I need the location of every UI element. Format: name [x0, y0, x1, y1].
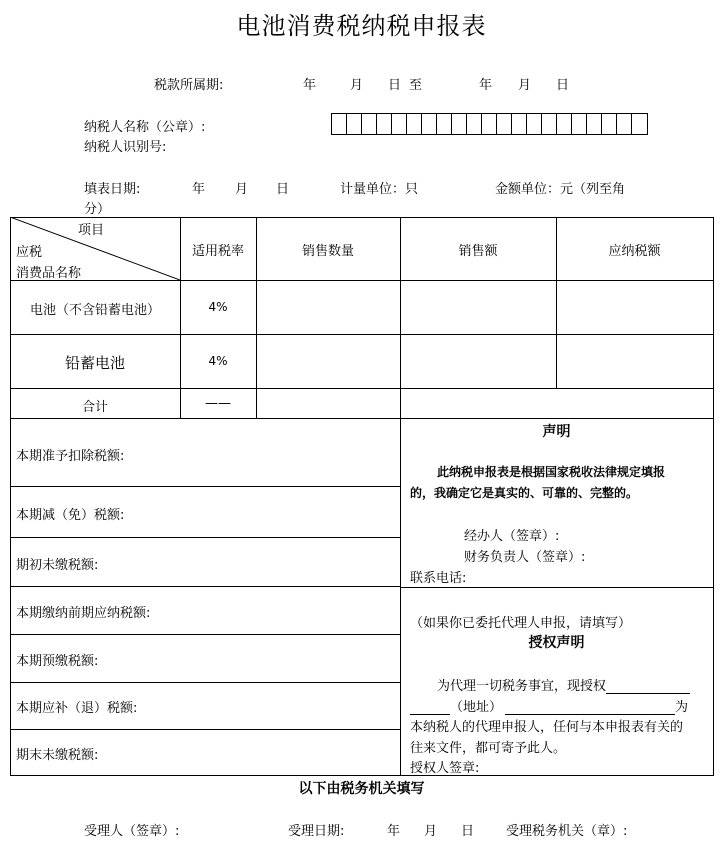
declaration-title: 声明	[542, 424, 571, 440]
authorization-line-4: 往来文件，都可寄予此人。	[410, 741, 567, 756]
table-h-line	[10, 280, 714, 281]
table-h-line-left	[10, 586, 401, 587]
col-header-quantity: 销售数量	[301, 244, 354, 259]
authorization-line-1-text: 为代理一切税务事宜，现授权	[437, 679, 607, 694]
authorization-address-blank[interactable]	[505, 700, 675, 715]
taxpayer-id-digit-box[interactable]	[332, 114, 347, 134]
amount-unit-cont: 分）	[84, 202, 111, 217]
table-h-line-left	[10, 682, 401, 683]
period-to-word: 至	[409, 78, 423, 93]
row-name-battery: 电池（不含铅蓄电池）	[29, 303, 160, 318]
declaration-text-1: 此纳税申报表是根据国家税收法律规定填报	[437, 465, 666, 479]
header-diag-top: 项目	[78, 223, 105, 238]
period-to-day: 日	[556, 78, 570, 93]
footer-date-month: 月	[424, 824, 438, 839]
taxpayer-id-digit-box[interactable]	[437, 114, 452, 134]
taxpayer-id-digit-box[interactable]	[572, 114, 587, 134]
authorization-for-word: 为	[675, 700, 689, 715]
measure-unit: 计量单位：只	[340, 182, 419, 197]
taxpayer-name-label: 纳税人名称（公章）:	[84, 120, 206, 135]
taxpayer-id-digit-box[interactable]	[422, 114, 437, 134]
col-header-rate: 适用税率	[191, 244, 244, 259]
fill-date-year: 年	[192, 182, 206, 197]
taxpayer-id-digit-box[interactable]	[347, 114, 362, 134]
period-to-year: 年	[479, 78, 493, 93]
item-prior-paid: 本期缴纳前期应纳税额:	[16, 606, 151, 621]
table-h-line-left	[10, 486, 401, 487]
table-v-line-right	[713, 217, 714, 776]
table-h-line-left	[10, 729, 401, 730]
taxpayer-id-digit-box[interactable]	[467, 114, 482, 134]
period-from-year: 年	[303, 78, 317, 93]
taxpayer-id-digit-box[interactable]	[482, 114, 497, 134]
footer-office: 受理税务机关（章）:	[506, 824, 628, 839]
fill-date-label: 填表日期:	[84, 182, 141, 197]
taxpayer-id-boxes[interactable]	[331, 113, 648, 135]
authorization-address-label: （地址）	[450, 700, 503, 715]
footer-title: 以下由税务机关填写	[298, 781, 425, 797]
authorization-line-3: 本纳税人的代理申报人，任何与本申报表有关的	[410, 720, 684, 735]
authorization-note: （如果你已委托代理人申报，请填写）	[410, 616, 632, 631]
table-v-line	[400, 217, 401, 776]
item-prepaid: 本期预缴税额:	[16, 654, 99, 669]
table-h-line	[10, 334, 714, 335]
declaration-phone: 联系电话:	[410, 571, 467, 586]
fill-date-month: 月	[235, 182, 249, 197]
item-supplement-refund: 本期应补（退）税额:	[16, 701, 138, 716]
row-rate-total: ——	[205, 396, 231, 411]
period-label: 税款所属期:	[154, 78, 224, 93]
period-from-month: 月	[350, 78, 364, 93]
authorization-line-1	[437, 675, 690, 694]
period-from-day: 日	[388, 78, 402, 93]
declaration-text-2: 的，我确定它是真实的、可靠的、完整的。	[410, 486, 639, 500]
taxpayer-id-digit-box[interactable]	[602, 114, 617, 134]
taxpayer-id-digit-box[interactable]	[557, 114, 572, 134]
row-rate-lead-battery: 4%	[208, 354, 228, 368]
footer-date-year: 年	[387, 824, 401, 839]
footer-date-day: 日	[461, 824, 475, 839]
table-h-line	[10, 388, 714, 389]
col-header-tax: 应纳税额	[608, 244, 661, 259]
item-deductible-tax: 本期准予扣除税额:	[16, 449, 125, 464]
row-rate-battery: 4%	[208, 300, 228, 314]
item-opening-unpaid: 期初未缴税额:	[16, 558, 99, 573]
header-diag-bottom: 消费品名称	[16, 266, 82, 281]
authorization-agent-blank[interactable]	[606, 679, 690, 694]
table-h-line-left	[10, 537, 401, 538]
taxpayer-id-digit-box[interactable]	[497, 114, 512, 134]
authorization-title: 授权声明	[528, 635, 585, 651]
table-h-line-right	[400, 587, 714, 588]
taxpayer-id-digit-box[interactable]	[587, 114, 602, 134]
authorization-sign: 授权人签章:	[410, 761, 480, 776]
table-bottom-line	[10, 775, 714, 776]
col-header-sales: 销售额	[458, 244, 498, 259]
taxpayer-id-digit-box[interactable]	[632, 114, 647, 134]
amount-unit: 金额单位：元（列至角	[495, 182, 626, 197]
footer-date-label: 受理日期:	[288, 824, 345, 839]
taxpayer-id-digit-box[interactable]	[617, 114, 632, 134]
taxpayer-id-digit-box[interactable]	[527, 114, 542, 134]
authorization-name-blank[interactable]	[410, 700, 450, 715]
taxpayer-id-digit-box[interactable]	[407, 114, 422, 134]
item-reduced-tax: 本期减（免）税额:	[16, 508, 125, 523]
taxpayer-id-digit-box[interactable]	[452, 114, 467, 134]
item-closing-unpaid: 期末未缴税额:	[16, 748, 99, 763]
footer-receiver: 受理人（签章）:	[84, 824, 180, 839]
row-name-total: 合计	[81, 400, 108, 415]
declaration-agent-sign: 经办人（签章）:	[464, 529, 560, 544]
period-to-month: 月	[518, 78, 532, 93]
authorization-line-2	[410, 696, 688, 715]
page-title: 电池消费税纳税申报表	[236, 12, 487, 40]
header-diag-mid: 应税	[16, 245, 43, 260]
table-h-line-left	[10, 634, 401, 635]
table-h-line	[10, 418, 714, 419]
declaration-finance-sign: 财务负责人（签章）:	[464, 550, 586, 565]
taxpayer-id-label: 纳税人识别号:	[84, 140, 167, 155]
taxpayer-id-digit-box[interactable]	[512, 114, 527, 134]
taxpayer-id-digit-box[interactable]	[392, 114, 407, 134]
row-name-lead-battery: 铅蓄电池	[64, 354, 125, 372]
fill-date-day: 日	[276, 182, 290, 197]
taxpayer-id-digit-box[interactable]	[377, 114, 392, 134]
taxpayer-id-digit-box[interactable]	[362, 114, 377, 134]
taxpayer-id-digit-box[interactable]	[542, 114, 557, 134]
